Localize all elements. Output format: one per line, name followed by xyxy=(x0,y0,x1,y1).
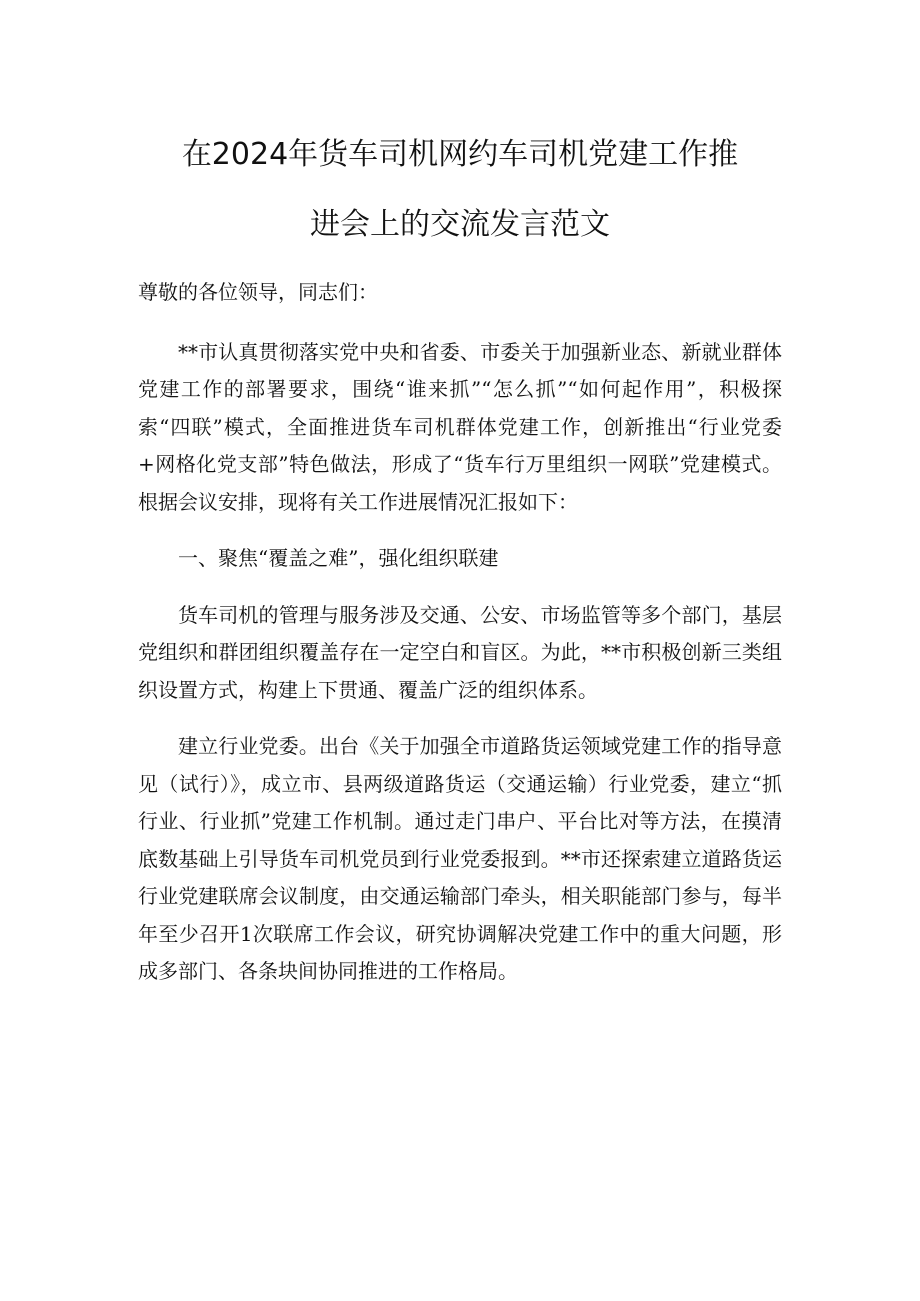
paragraph-intro: **市认真贯彻落实党中央和省委、市委关于加强新业态、新就业群体党建工作的部署要求，围绕“谁来抓”“怎么抓”“如何起作用”，积极探索“四联”模式，全面推进货车司机群体党建工作，创新推出“行业党委+网格化党支部”特色做法，形成了“货车行万里组织一网联”党建模式。根据会议安排，现将有关工作进展情况汇报如下： xyxy=(138,339,782,514)
section-heading-1: 一、聚焦“覆盖之难”，强化组织联建 xyxy=(178,546,499,570)
title-line-1: 在2024年货车司机网约车司机党建工作推 xyxy=(181,137,739,172)
paragraph-coverage: 货车司机的管理与服务涉及交通、公安、市场监管等多个部门，基层党组织和群团组织覆盖存在一定空白和盲区。为此，**市积极创新三类组织设置方式，构建上下贯通、覆盖广泛的组织体系。 xyxy=(138,602,782,702)
salutation: 尊敬的各位领导，同志们： xyxy=(138,280,378,304)
paragraph-industry-committee: 建立行业党委。出台《关于加强全市道路货运领域党建工作的指导意见（试行）》，成立市、县两级道路货运（交通运输）行业党委，建立“抓行业、行业抓”党建工作机制。通过走门串户、平台比对等方法，在摸清底数基础上引导货车司机党员到行业党委报到。**市还探索建立道路货运行业党建联席会议制度，由交通运输部门牵头，相关职能部门参与，每半年至少召开1次联席工作会议，研究协调解决党建工作中的重大问题，形成多部门、各条块间协同推进的工作格局。 xyxy=(138,734,782,983)
title-line-2: 进会上的交流发言范文 xyxy=(310,207,610,242)
document-body xyxy=(138,274,782,991)
document-title xyxy=(138,120,782,260)
